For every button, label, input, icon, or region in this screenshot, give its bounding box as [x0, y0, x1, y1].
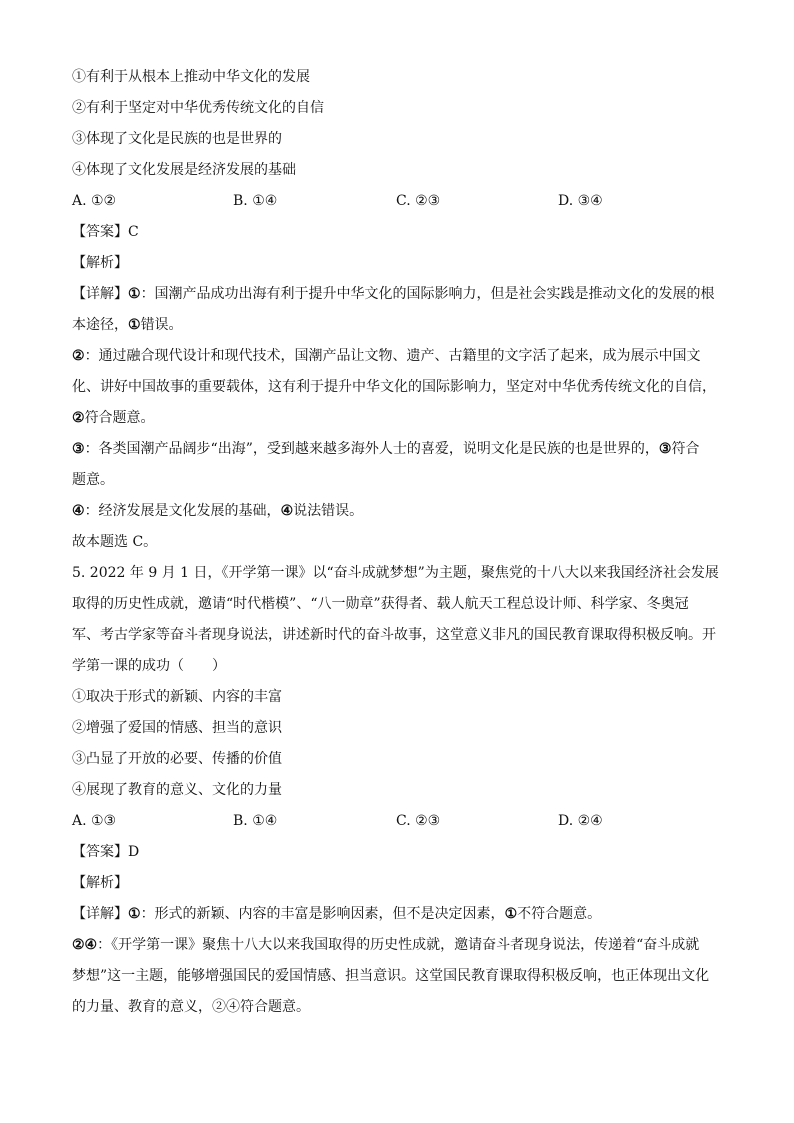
q4-statement-1: ①有利于从根本上推动中华文化的发展 [72, 69, 310, 85]
q4-statement-2: ②有利于坚定对中华优秀传统文化的自信 [72, 100, 324, 116]
detail-text: 符合题意。 [84, 410, 155, 426]
q5-detail-1 [72, 899, 726, 930]
q4-conclusion: 故本题选 C。 [72, 534, 158, 550]
detail-tag: 【详解】 [72, 906, 128, 922]
q5-option-a: A. ①③ [72, 813, 117, 829]
detail-text: ：形式的新颖、内容的丰富是影响因素，但不是决定因素， [140, 906, 505, 922]
q5-answer [72, 837, 726, 868]
q5-option-d: D. ②④ [558, 813, 603, 829]
circled-number: ③ [658, 441, 672, 457]
detail-text: 本途径， [72, 317, 128, 333]
q4-detail-3-line-1 [72, 434, 726, 465]
detail-text: 说法错误。 [293, 503, 364, 519]
circled-number: ① [128, 317, 141, 333]
circled-number: ① [504, 906, 518, 922]
q4-option-a: A. ①② [72, 193, 117, 209]
q5-detail-2-line-1 [72, 930, 726, 961]
detail-text: 符合 [671, 441, 700, 457]
q5-detail-2-line-2: 梦想”这一主题，能够增强国民的爱国情感、担当意识。这堂国民教育课取得积极反响，也正体现出文化 [72, 968, 710, 984]
circled-number: ② [72, 410, 85, 426]
q4-options [72, 186, 726, 217]
analysis-tag: 【解析】 [72, 255, 128, 271]
answer-value: C [128, 224, 139, 240]
circled-number: ②④ [72, 937, 98, 953]
q5-option-b: B. ①④ [233, 813, 278, 829]
detail-text: ：《开学第一课》聚焦十八大以来我国取得的历史性成就，邀请奋斗者现身说法，传递着“奋斗成就 [97, 937, 700, 953]
detail-text: ：经济发展是文化发展的基础， [84, 503, 281, 519]
q5-stem-line-2: 取得的历史性成就，邀请“时代楷模”、“八一勋章”获得者、载人航天工程总设计师、科学家、冬奥冠 [72, 596, 689, 612]
q4-statement-4: ④体现了文化发展是经济发展的基础 [72, 162, 296, 178]
q5-statement-4: ④展现了教育的意义、文化的力量 [72, 782, 282, 798]
q4-detail-2-line-2: 化、讲好中国故事的重要载体，这有利于提升中华文化的国际影响力，坚定对中华优秀传统文化的自信， [72, 379, 716, 395]
q5-stem-line-1: 5. 2022 年 9 月 1 日，《开学第一课》以“奋斗成就梦想”为主题，聚焦党的十八大以来我国经济社会发展 [72, 565, 719, 581]
detail-tag: 【详解】 [72, 286, 128, 302]
circled-number: ② [72, 348, 85, 364]
q4-detail-1-line-2 [72, 310, 726, 341]
detail-text: 错误。 [140, 317, 183, 333]
q5-statement-3: ③凸显了开放的必要、传播的价值 [72, 751, 282, 767]
q5-stem-line-3: 军、考古学家等奋斗者现身说法，讲述新时代的奋斗故事，这堂意义非凡的国民教育课取得积极反响。开 [72, 627, 716, 643]
q4-detail-2-line-1 [72, 341, 726, 372]
q5-statement-1: ①取决于形式的新颖、内容的丰富 [72, 689, 282, 705]
analysis-tag: 【解析】 [72, 875, 128, 891]
q5-detail-2-line-3: 的力量、教育的意义，②④符合题意。 [72, 999, 310, 1015]
q5-stem-line-4: 学第一课的成功（ ） [72, 658, 226, 674]
q5-statement-2: ②增强了爱国的情感、担当的意识 [72, 720, 282, 736]
q5-analysis-heading [72, 868, 726, 899]
answer-value: D [128, 844, 140, 860]
circled-number: ③ [72, 441, 85, 457]
q4-option-d: D. ③④ [558, 193, 603, 209]
q4-analysis-heading [72, 248, 726, 279]
q4-answer [72, 217, 726, 248]
circled-number: ④ [72, 503, 85, 519]
q4-detail-3-line-2: 题意。 [72, 472, 114, 488]
answer-tag: 【答案】 [72, 844, 128, 860]
q4-detail-4 [72, 496, 726, 527]
document-page [72, 62, 726, 1023]
detail-text: ：国潮产品成功出海有利于提升中华文化的国际影响力，但是社会实践是推动文化的发展的根 [140, 286, 715, 302]
circled-number: ④ [280, 503, 294, 519]
circled-number: ① [128, 906, 141, 922]
q4-statement-3: ③体现了文化是民族的也是世界的 [72, 131, 282, 147]
q4-detail-1-line-1 [72, 279, 726, 310]
circled-number: ① [128, 286, 141, 302]
detail-text: 不符合题意。 [517, 906, 602, 922]
answer-tag: 【答案】 [72, 224, 128, 240]
q4-detail-2-line-3 [72, 403, 726, 434]
q5-options [72, 806, 726, 837]
detail-text: ：通过融合现代设计和现代技术，国潮产品让文物、遗产、古籍里的文字活了起来，成为展示中国文 [84, 348, 701, 364]
detail-text: ：各类国潮产品阔步“出海”，受到越来越多海外人士的喜爱，说明文化是民族的也是世界的， [84, 441, 659, 457]
q4-option-b: B. ①④ [233, 193, 278, 209]
q5-option-c: C. ②③ [396, 813, 441, 829]
q4-option-c: C. ②③ [396, 193, 441, 209]
